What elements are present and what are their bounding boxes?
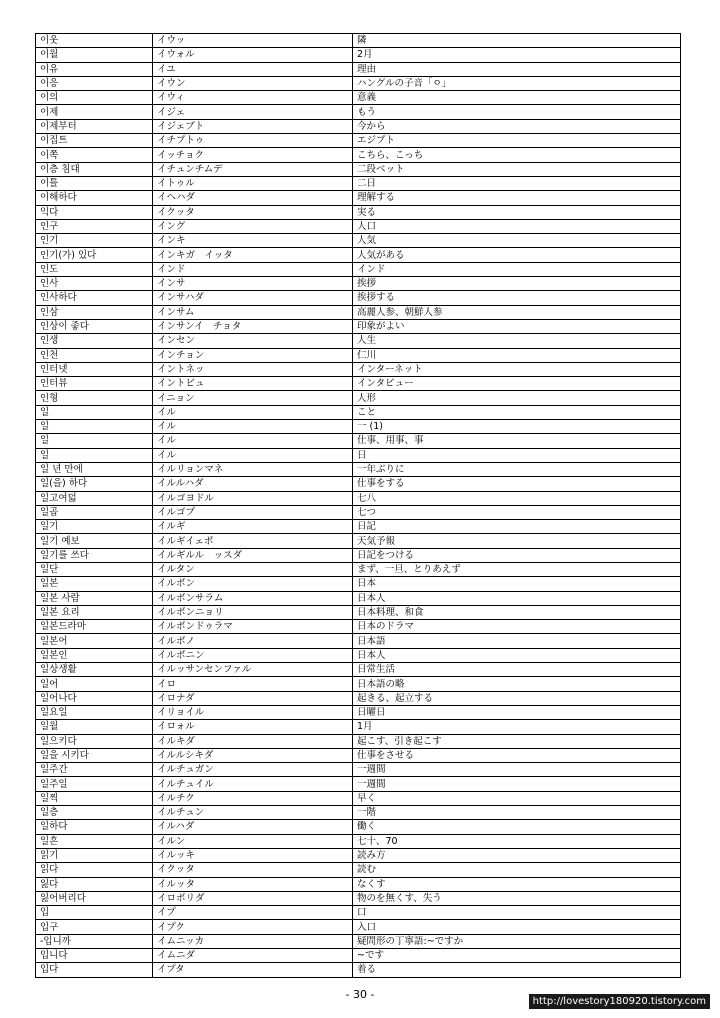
table-row [36,248,681,262]
katakana-reading-cell: イル [153,405,353,419]
korean-word-cell: 일흔 [36,834,153,848]
japanese-meaning-cell: 日記をつける [353,548,681,562]
japanese-meaning-cell: 人生 [353,334,681,348]
katakana-reading-cell: イル [153,434,353,448]
korean-word-cell: 입구 [36,920,153,934]
japanese-meaning-cell: 起こす、引き起こす [353,734,681,748]
korean-word-cell: 인사하다 [36,291,153,305]
korean-word-cell: 이쪽 [36,148,153,162]
korean-word-cell: 일층 [36,806,153,820]
korean-word-cell: 입니다 [36,949,153,963]
japanese-meaning-cell: 読む [353,863,681,877]
katakana-reading-cell: イロナダ [153,691,353,705]
katakana-reading-cell: イルギルル ッスダ [153,548,353,562]
japanese-meaning-cell: もう [353,105,681,119]
korean-word-cell: 일어나다 [36,691,153,705]
katakana-reading-cell: イヘハダ [153,191,353,205]
korean-word-cell: 이의 [36,91,153,105]
korean-word-cell: 인생 [36,334,153,348]
table-row [36,62,681,76]
korean-word-cell: 익다 [36,205,153,219]
table-row [36,219,681,233]
korean-word-cell: 잃다 [36,877,153,891]
japanese-meaning-cell: 七八 [353,491,681,505]
table-row [36,191,681,205]
table-row [36,634,681,648]
korean-word-cell: 인구 [36,219,153,233]
table-row [36,491,681,505]
katakana-reading-cell: イルギ [153,520,353,534]
table-row [36,949,681,963]
table-row [36,577,681,591]
japanese-meaning-cell: 物のを無くす、失う [353,891,681,905]
vocabulary-table-body [36,34,681,978]
korean-word-cell: 입 [36,906,153,920]
katakana-reading-cell: インチョン [153,348,353,362]
japanese-meaning-cell: 一階 [353,806,681,820]
japanese-meaning-cell: 着る [353,963,681,977]
japanese-meaning-cell: こちら、こっち [353,148,681,162]
korean-word-cell: 일 [36,448,153,462]
katakana-reading-cell: イウォル [153,48,353,62]
korean-word-cell: 일본 [36,577,153,591]
table-row [36,462,681,476]
katakana-reading-cell: イルキダ [153,734,353,748]
table-row [36,748,681,762]
katakana-reading-cell: イルッキ [153,848,353,862]
katakana-reading-cell: イルルハダ [153,477,353,491]
japanese-meaning-cell: 日本語 [353,634,681,648]
korean-word-cell: 일본 요리 [36,605,153,619]
katakana-reading-cell: イユ [153,62,353,76]
table-row [36,591,681,605]
japanese-meaning-cell: 2月 [353,48,681,62]
katakana-reading-cell: イルボンニョリ [153,605,353,619]
table-row [36,963,681,977]
korean-word-cell: 일주간 [36,763,153,777]
katakana-reading-cell: イプ [153,906,353,920]
japanese-meaning-cell: 一週間 [353,763,681,777]
korean-word-cell: 이응 [36,76,153,90]
japanese-meaning-cell: インタビュー [353,377,681,391]
japanese-meaning-cell: 一 (1) [353,420,681,434]
japanese-meaning-cell: 高麗人参、朝鮮人参 [353,305,681,319]
katakana-reading-cell: インセン [153,334,353,348]
korean-word-cell: 이웃 [36,34,153,48]
katakana-reading-cell: インド [153,262,353,276]
japanese-meaning-cell: 一週間 [353,777,681,791]
korean-word-cell: 이틀 [36,176,153,190]
korean-word-cell: 일어 [36,677,153,691]
katakana-reading-cell: インサンイ チョタ [153,319,353,333]
japanese-meaning-cell: 日本料理、和食 [353,605,681,619]
table-row [36,848,681,862]
japanese-meaning-cell: インド [353,262,681,276]
katakana-reading-cell: インキ [153,234,353,248]
table-row [36,405,681,419]
katakana-reading-cell: イチュンチムデ [153,162,353,176]
table-row [36,534,681,548]
katakana-reading-cell: イルボンドゥラマ [153,620,353,634]
table-row [36,663,681,677]
katakana-reading-cell: イウィ [153,91,353,105]
japanese-meaning-cell: 口 [353,906,681,920]
katakana-reading-cell: イッチョク [153,148,353,162]
japanese-meaning-cell: 早く [353,791,681,805]
japanese-meaning-cell: 働く [353,820,681,834]
katakana-reading-cell: イルボニン [153,648,353,662]
japanese-meaning-cell: こと [353,405,681,419]
japanese-meaning-cell: 隣 [353,34,681,48]
japanese-meaning-cell: 二段ベット [353,162,681,176]
table-row [36,291,681,305]
table-row [36,562,681,576]
japanese-meaning-cell: インターネット [353,362,681,376]
japanese-meaning-cell: 人形 [353,391,681,405]
katakana-reading-cell: イムニダ [153,949,353,963]
korean-word-cell: 인사 [36,277,153,291]
katakana-reading-cell: イルッタ [153,877,353,891]
table-row [36,734,681,748]
korean-word-cell: 일곱 [36,505,153,519]
table-row [36,834,681,848]
table-row [36,448,681,462]
katakana-reading-cell: イルゴヨドル [153,491,353,505]
korean-word-cell: 일상생활 [36,663,153,677]
table-row [36,906,681,920]
katakana-reading-cell: イルギイェボ [153,534,353,548]
katakana-reading-cell: インサ [153,277,353,291]
table-row [36,777,681,791]
korean-word-cell: 일기를 쓰다 [36,548,153,562]
table-row [36,791,681,805]
katakana-reading-cell: イントネッ [153,362,353,376]
japanese-meaning-cell: 七つ [353,505,681,519]
katakana-reading-cell: イルボン [153,577,353,591]
katakana-reading-cell: イルッサンセンファル [153,663,353,677]
korean-word-cell: 일본드라마 [36,620,153,634]
korean-word-cell: 이집트 [36,134,153,148]
japanese-meaning-cell: 日常生活 [353,663,681,677]
japanese-meaning-cell: 日本語の略 [353,677,681,691]
table-row [36,262,681,276]
table-row [36,277,681,291]
table-row [36,377,681,391]
table-row [36,677,681,691]
japanese-meaning-cell: 挨拶する [353,291,681,305]
katakana-reading-cell: イルボンサラム [153,591,353,605]
korean-word-cell: 일찍 [36,791,153,805]
katakana-reading-cell: イルボノ [153,634,353,648]
japanese-meaning-cell: 仕事をさせる [353,748,681,762]
korean-word-cell: 인상이 좋다 [36,319,153,333]
katakana-reading-cell: イチプトゥ [153,134,353,148]
katakana-reading-cell: イウン [153,76,353,90]
katakana-reading-cell: イルチク [153,791,353,805]
korean-word-cell: 이제 [36,105,153,119]
katakana-reading-cell: イリョイル [153,705,353,719]
katakana-reading-cell: イルゴプ [153,505,353,519]
katakana-reading-cell: イルチュン [153,806,353,820]
katakana-reading-cell: イプク [153,920,353,934]
korean-word-cell: 이층 침대 [36,162,153,176]
table-row [36,205,681,219]
table-row [36,305,681,319]
japanese-meaning-cell: 印象がよい [353,319,681,333]
katakana-reading-cell: イロ [153,677,353,691]
korean-word-cell: 일으키다 [36,734,153,748]
katakana-reading-cell: イルハダ [153,820,353,834]
table-row [36,48,681,62]
japanese-meaning-cell: 人気がある [353,248,681,262]
korean-word-cell: 일기 [36,520,153,534]
table-row [36,76,681,90]
page-number: - 30 - [345,988,375,1001]
korean-word-cell: 잃어버리다 [36,891,153,905]
katakana-reading-cell: イクッタ [153,863,353,877]
table-row [36,505,681,519]
japanese-meaning-cell: 七十、70 [353,834,681,848]
katakana-reading-cell: イルルシキダ [153,748,353,762]
katakana-reading-cell: イプタ [153,963,353,977]
japanese-meaning-cell: 理由 [353,62,681,76]
japanese-meaning-cell: 実る [353,205,681,219]
korean-word-cell: 일 [36,405,153,419]
katakana-reading-cell: イルリョンマネ [153,462,353,476]
table-row [36,863,681,877]
table-row [36,548,681,562]
japanese-meaning-cell: 仕事をする [353,477,681,491]
katakana-reading-cell: イロォル [153,720,353,734]
korean-word-cell: 일 년 만에 [36,462,153,476]
table-row [36,148,681,162]
japanese-meaning-cell: 人気 [353,234,681,248]
table-row [36,420,681,434]
japanese-meaning-cell: 人口 [353,219,681,233]
japanese-meaning-cell: 起きる、起立する [353,691,681,705]
katakana-reading-cell: イルチュガン [153,763,353,777]
korean-word-cell: 일본어 [36,634,153,648]
vocabulary-table [35,33,681,978]
table-row [36,820,681,834]
katakana-reading-cell: イルン [153,834,353,848]
katakana-reading-cell: イニョン [153,391,353,405]
korean-word-cell: 인천 [36,348,153,362]
katakana-reading-cell: イルタン [153,562,353,576]
table-row [36,934,681,948]
table-row [36,806,681,820]
table-row [36,234,681,248]
table-row [36,319,681,333]
table-row [36,691,681,705]
table-row [36,920,681,934]
table-row [36,648,681,662]
japanese-meaning-cell: 今から [353,119,681,133]
katakana-reading-cell: イトゥル [153,176,353,190]
table-row [36,520,681,534]
korean-word-cell: 일단 [36,562,153,576]
korean-word-cell: 인기(가) 있다 [36,248,153,262]
japanese-meaning-cell: 日曜日 [353,705,681,719]
table-row [36,434,681,448]
korean-word-cell: 일주일 [36,777,153,791]
table-row [36,134,681,148]
korean-word-cell: 일요일 [36,705,153,719]
katakana-reading-cell: イジェブト [153,119,353,133]
korean-word-cell: 일본 사람 [36,591,153,605]
japanese-meaning-cell: ~です [353,949,681,963]
japanese-meaning-cell: 天気予報 [353,534,681,548]
table-row [36,391,681,405]
katakana-reading-cell: インキガ イッタ [153,248,353,262]
japanese-meaning-cell: 日記 [353,520,681,534]
table-row [36,877,681,891]
japanese-meaning-cell: 挨拶 [353,277,681,291]
japanese-meaning-cell: 理解する [353,191,681,205]
korean-word-cell: 일하다 [36,820,153,834]
table-row [36,334,681,348]
table-row [36,705,681,719]
katakana-reading-cell: インサム [153,305,353,319]
japanese-meaning-cell: 仕事、用事、事 [353,434,681,448]
korean-word-cell: 읽기 [36,848,153,862]
korean-word-cell: 인도 [36,262,153,276]
table-row [36,620,681,634]
korean-word-cell: 일 [36,434,153,448]
japanese-meaning-cell: 日 [353,448,681,462]
table-row [36,891,681,905]
japanese-meaning-cell: 日本のドラマ [353,620,681,634]
japanese-meaning-cell: 日本人 [353,591,681,605]
korean-word-cell: 읽다 [36,863,153,877]
japanese-meaning-cell: まず、一旦、とりあえず [353,562,681,576]
katakana-reading-cell: イムニッカ [153,934,353,948]
japanese-meaning-cell: 1月 [353,720,681,734]
table-row [36,348,681,362]
japanese-meaning-cell: 意義 [353,91,681,105]
korean-word-cell: 일본인 [36,648,153,662]
katakana-reading-cell: イウッ [153,34,353,48]
table-row [36,605,681,619]
korean-word-cell: 인기 [36,234,153,248]
katakana-reading-cell: イジェ [153,105,353,119]
korean-word-cell: 인형 [36,391,153,405]
table-row [36,763,681,777]
japanese-meaning-cell: なくす [353,877,681,891]
katakana-reading-cell: イング [153,219,353,233]
korean-word-cell: 일 [36,420,153,434]
japanese-meaning-cell: 日本人 [353,648,681,662]
japanese-meaning-cell: 疑問形の丁寧語:~ですか [353,934,681,948]
korean-word-cell: 일을 시키다 [36,748,153,762]
katakana-reading-cell: イルチュイル [153,777,353,791]
japanese-meaning-cell: 仁川 [353,348,681,362]
korean-word-cell: 일월 [36,720,153,734]
table-row [36,720,681,734]
korean-word-cell: 이해하다 [36,191,153,205]
korean-word-cell: 인삼 [36,305,153,319]
japanese-meaning-cell: 日本 [353,577,681,591]
table-row [36,362,681,376]
korean-word-cell: 이월 [36,48,153,62]
korean-word-cell: -입니까 [36,934,153,948]
japanese-meaning-cell: 一年ぶりに [353,462,681,476]
source-url-watermark: http://lovestory180920.tistory.com [529,994,710,1009]
table-row [36,176,681,190]
korean-word-cell: 일기 예보 [36,534,153,548]
japanese-meaning-cell: ハングルの子音「ㅇ」 [353,76,681,90]
korean-word-cell: 일(을) 하다 [36,477,153,491]
korean-word-cell: 일고여덟 [36,491,153,505]
korean-word-cell: 인터뷰 [36,377,153,391]
japanese-meaning-cell: 入口 [353,920,681,934]
katakana-reading-cell: イロボリダ [153,891,353,905]
katakana-reading-cell: イル [153,420,353,434]
katakana-reading-cell: イル [153,448,353,462]
table-row [36,91,681,105]
japanese-meaning-cell: エジプト [353,134,681,148]
katakana-reading-cell: イクッタ [153,205,353,219]
table-row [36,477,681,491]
korean-word-cell: 인터넷 [36,362,153,376]
table-row [36,34,681,48]
korean-word-cell: 이유 [36,62,153,76]
korean-word-cell: 이제부터 [36,119,153,133]
table-row [36,119,681,133]
japanese-meaning-cell: 二日 [353,176,681,190]
table-row [36,162,681,176]
korean-word-cell: 입다 [36,963,153,977]
katakana-reading-cell: イントビュ [153,377,353,391]
katakana-reading-cell: インサハダ [153,291,353,305]
japanese-meaning-cell: 読み方 [353,848,681,862]
table-row [36,105,681,119]
